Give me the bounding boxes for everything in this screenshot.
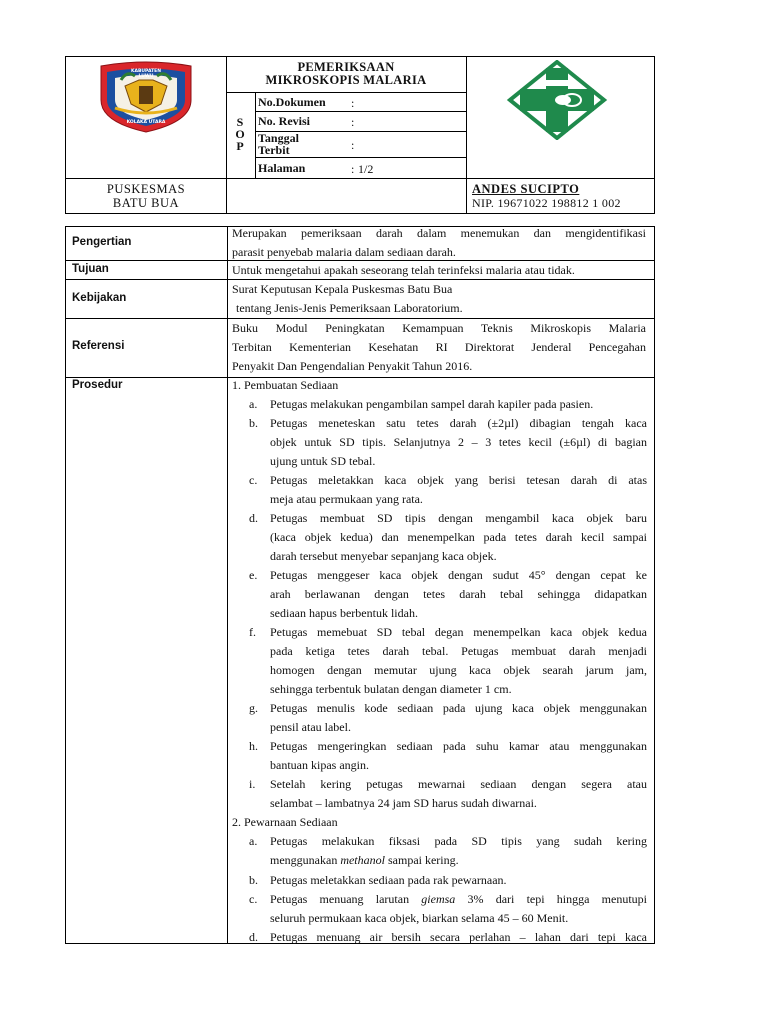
- meta-line-3: [255, 157, 466, 158]
- meta-colon: :: [351, 162, 355, 176]
- referensi-line-1: Buku Modul Peningkatan Kemampuan Teknis Mikroskopis Malaria: [232, 321, 646, 335]
- step1-item-letter: g.: [249, 701, 258, 715]
- meta-value-halaman: 1/2: [358, 162, 374, 176]
- step2-item-d: [270, 928, 647, 947]
- step1-item-line: Petugas meletakkan kaca objek yang berisi tetesan darah di atas: [270, 473, 647, 487]
- label-pengertian: Pengertian: [72, 236, 132, 248]
- step1-item: [270, 737, 647, 775]
- step1-item-line: selambat – lambatnya 24 jam SD harus sudah diwarnai.: [270, 796, 537, 810]
- referensi-line-3: Penyakit Dan Pengendalian Penyakit Tahun 2016.: [232, 359, 473, 373]
- step1-item-line: pensil atau label.: [270, 720, 351, 734]
- org-line-1: PUSKESMAS: [106, 182, 186, 196]
- meta-label-no-dokumen: No.Dokumen: [258, 95, 326, 109]
- step1-item-line: arah berlawanan dengan tetes darah tebal sehingga didapatkan: [270, 587, 647, 601]
- sop-letter-s: S: [236, 115, 244, 129]
- label-referensi: Referensi: [72, 340, 125, 352]
- signer-name: ANDES SUCIPTO: [472, 182, 580, 196]
- document-title: [227, 61, 465, 87]
- label-tujuan: Tujuan: [72, 263, 109, 275]
- meta-label-terbit: Terbit: [258, 143, 290, 157]
- title-underline: [226, 92, 466, 93]
- step2-c-line-1-pre: Petugas menuang larutan: [270, 892, 422, 906]
- step1-item-line: bantuan kipas angin.: [270, 758, 369, 772]
- header-row-line: [65, 178, 655, 179]
- sop-letter-o: O: [235, 127, 245, 141]
- step1-item-line: meja atau permukaan yang rata.: [270, 492, 423, 506]
- referensi-line-2: Terbitan Kementerian Kesehatan RI Direktorat Jenderal Pencegahan: [232, 340, 646, 354]
- meta-line-1: [255, 111, 466, 112]
- step2-c-line-1: [270, 890, 647, 909]
- meta-colon: :: [351, 138, 355, 152]
- step2-c-giemsa: giemsa: [421, 892, 456, 906]
- step1-item-line: ujung untuk SD tebal.: [270, 454, 376, 468]
- crest-text-top: KABUPATEN LUWU: [131, 69, 161, 79]
- meta-label-tanggal: Tanggal: [258, 131, 299, 145]
- step1-item-letter: e.: [249, 568, 258, 582]
- regency-crest-logo: [95, 60, 197, 139]
- step2-item-a: [270, 832, 647, 870]
- title-line-2: MIKROSKOPIS MALARIA: [265, 73, 427, 87]
- step1-item-line: pada ketiga tetes darah tebal. Petugas membuat darah menjadi: [270, 644, 647, 658]
- step2-c-line-2: seluruh permukaan kaca objek, biarkan selama 45 – 60 Menit.: [270, 911, 569, 925]
- kebijakan-line-1: Surat Keputusan Kepala Puskesmas Batu Bua: [232, 282, 453, 296]
- org-line-2: BATU BUA: [112, 196, 180, 210]
- step2-item-letter-a: a.: [249, 834, 258, 848]
- step2-b-line-1: Petugas meletakkan sediaan pada rak pewarnaan.: [270, 873, 507, 887]
- step2-c-line-1-post: 3% dari tepi hingga menutupi: [455, 892, 647, 906]
- step2-a-line-2-pre: menggunakan: [270, 853, 341, 867]
- step1-item: [270, 623, 647, 699]
- sop-letter-p: P: [236, 139, 244, 153]
- label-kebijakan: Kebijakan: [72, 292, 127, 304]
- step1-item: [270, 509, 647, 566]
- meta-colon: :: [351, 96, 355, 110]
- step1-item: [270, 471, 647, 509]
- step2-item-letter-c: c.: [249, 892, 258, 906]
- kebijakan-line-2: tentang Jenis-Jenis Pemeriksaan Laboratorium.: [236, 301, 463, 315]
- step1-item-line: objek untuk SD tipis. Selanjutnya 2 – 3 tetes kecil (±6µl) di bagian: [270, 435, 647, 449]
- step1-item-line: Petugas melakukan pengambilan sampel darah kapiler pada pasien.: [270, 397, 594, 411]
- step1-item-line: Setelah kering petugas mewarnai sediaan dengan segera atau: [270, 777, 647, 791]
- step2-a-methanol: methanol: [340, 853, 385, 867]
- step1-item-letter: c.: [249, 473, 258, 487]
- step1-item-line: homogen dengan memutar ujung kaca objek searah jarum jam,: [270, 663, 647, 677]
- step2-item-letter-d: d.: [249, 930, 258, 944]
- step1-item: [270, 699, 647, 737]
- step1-item: [270, 566, 647, 623]
- step2-title: 2. Pewarnaan Sediaan: [232, 815, 338, 829]
- step1-item-letter: a.: [249, 397, 258, 411]
- step2-a-line-2: [270, 851, 647, 870]
- step1-item-line: Petugas menggeser kaca objek dengan sudut 45° dengan cepat ke: [270, 568, 647, 582]
- step2-item-letter-b: b.: [249, 873, 258, 887]
- meta-colon: :: [351, 115, 355, 129]
- step1-item-line: Petugas meneteskan satu tetes darah (±2µl) dibagian tengah kaca: [270, 416, 647, 430]
- body-column-divider: [227, 226, 228, 944]
- step1-title: 1. Pembuatan Sediaan: [232, 378, 339, 392]
- tujuan-line-1: Untuk mengetahui apakah seseorang telah terinfeksi malaria atau tidak.: [232, 263, 575, 277]
- step1-item-line: Petugas mengeringkan sediaan pada suhu kamar atau menggunakan: [270, 739, 647, 753]
- pengertian-line-1: Merupakan pemeriksaan darah dalam menemukan dan mengidentifikasi: [232, 226, 646, 240]
- step1-item-line: sehingga terbentuk bulatan dengan diameter 1 cm.: [270, 682, 512, 696]
- step1-item-line: Petugas menulis kode sediaan pada ujung kaca objek menggunakan: [270, 701, 647, 715]
- step1-item-line: (kaca objek kedua) dan menempelkan pada tetes darah kecil sampai: [270, 530, 647, 544]
- step2-a-line-2-post: sampai kering.: [384, 853, 459, 867]
- crest-text-bottom: KOLAKA UTARA: [126, 120, 166, 125]
- step2-d-line-1: Petugas menuang air bersih secara perlahan – lahan dari tepi kaca: [270, 930, 647, 944]
- meta-label-no-revisi: No. Revisi: [258, 114, 310, 128]
- step1-item: [270, 395, 647, 414]
- step1-item-line: sediaan hapus berbentuk lidah.: [270, 606, 418, 620]
- step1-item-letter: b.: [249, 416, 258, 430]
- step1-item-letter: d.: [249, 511, 258, 525]
- step2-a-line-1: Petugas melakukan fiksasi pada SD tipis yang sudah kering: [270, 834, 647, 848]
- organization-name: [66, 182, 226, 210]
- pengertian-line-2: parasit penyebab malaria dalam sediaan darah.: [232, 245, 456, 259]
- step2-item-c: [270, 890, 647, 928]
- step1-item-letter: i.: [249, 777, 256, 791]
- label-prosedur: Prosedur: [72, 379, 123, 391]
- step1-item-line: Petugas memebuat SD tebal degan menempelkan kaca objek kedua: [270, 625, 647, 639]
- step1-item-letter: f.: [249, 625, 256, 639]
- meta-label-halaman: Halaman: [258, 161, 306, 175]
- step1-item-letter: h.: [249, 739, 258, 753]
- step1-item-line: Petugas membuat SD tipis dengan mengambil kaca objek baru: [270, 511, 647, 525]
- step1-item: [270, 775, 647, 813]
- title-line-1: PEMERIKSAAN: [297, 60, 395, 74]
- step2-item-b: [270, 871, 647, 890]
- sop-divider: [255, 92, 256, 178]
- puskesmas-logo: [506, 60, 608, 145]
- header-divider-right: [466, 56, 467, 214]
- signer-nip: NIP. 19671022 198812 1 002: [472, 196, 621, 210]
- step1-item: [270, 414, 647, 471]
- step1-item-line: darah tersebut menyebar sepanjang kaca objek.: [270, 549, 497, 563]
